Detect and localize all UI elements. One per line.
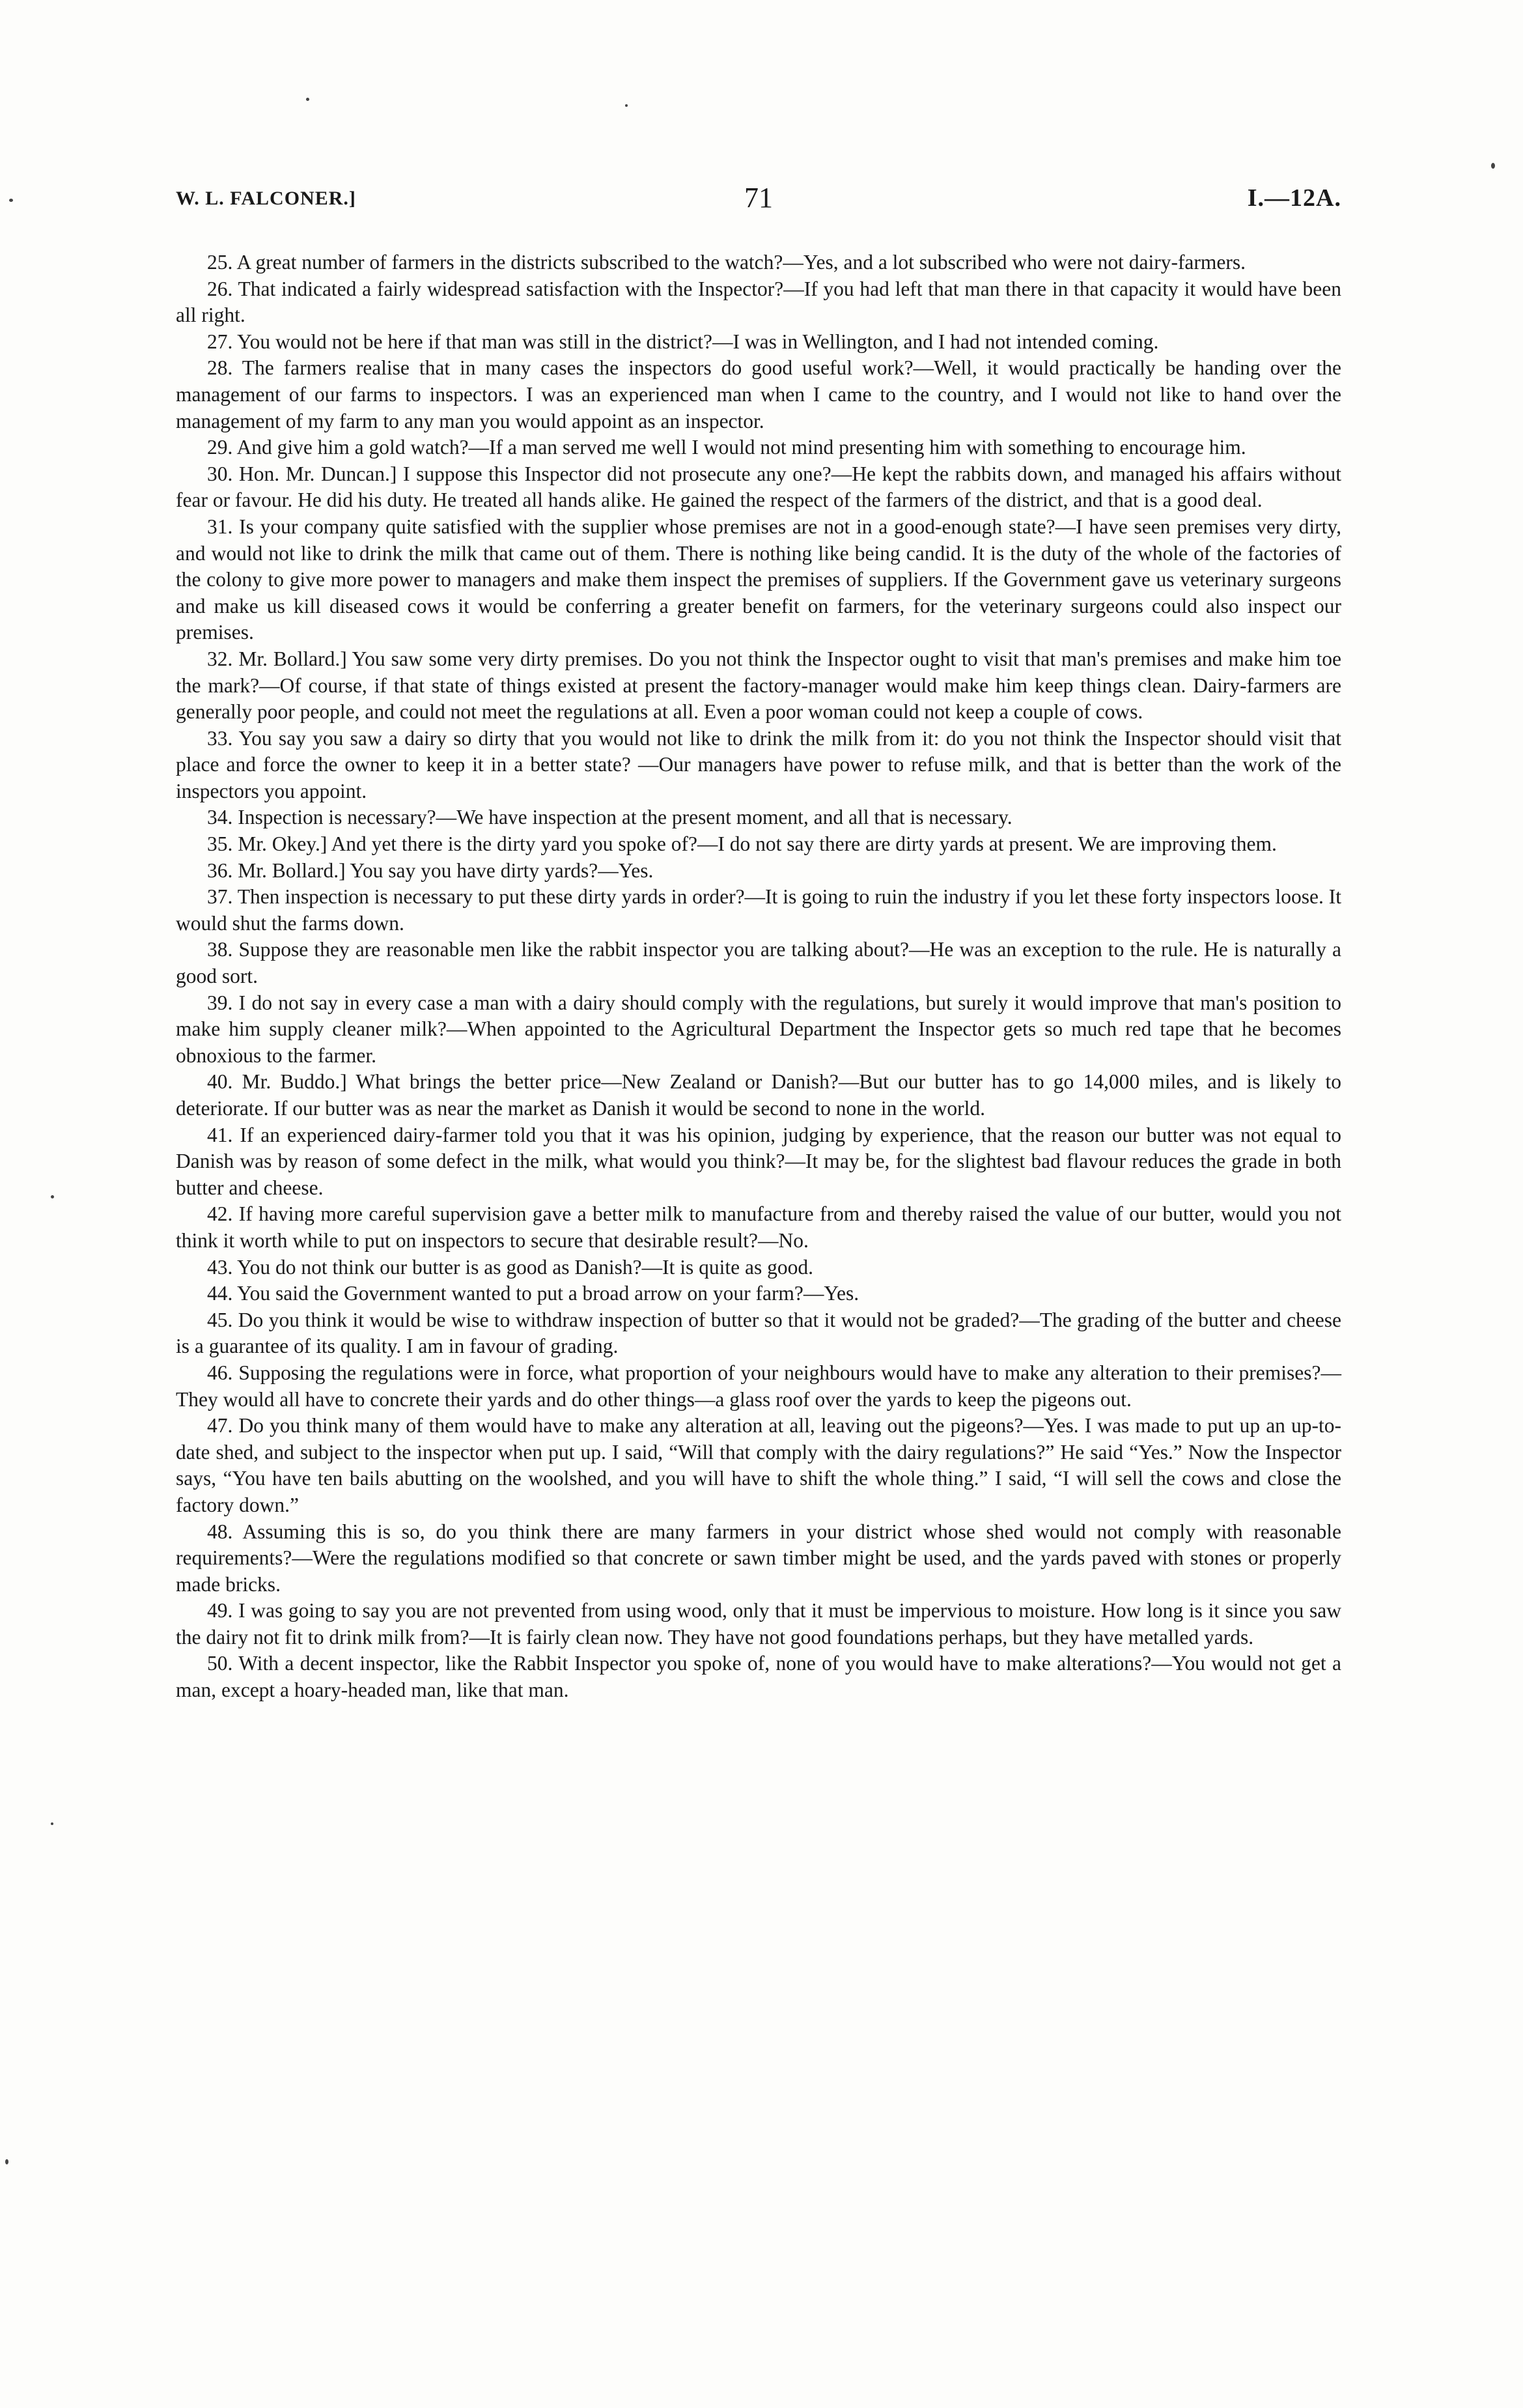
scan-speck [51, 1822, 53, 1825]
page-number: 71 [744, 182, 773, 214]
paragraph-46: 46. Supposing the regulations were in force, what proportion of your neighbours would have to make any alteration to their premises?—They would all have to concrete their yards and do other things—a glass roof over the yards to keep the pigeons out. [176, 1361, 1341, 1411]
paragraph-44: 44. You said the Government wanted to put a broad arrow on your farm?—Yes. [207, 1282, 859, 1305]
paragraph-39: 39. I do not say in every case a man with a dairy should comply with the regulations, but surely it would improve that man's position to make him supply cleaner milk?—When appointed to the Agricultural Department the Inspector gets so much red tape that he becomes obnoxious to the farmer. [176, 991, 1341, 1067]
paragraph-42: 42. If having more careful supervision gave a better milk to manufacture from and thereby raised the value of our butter, would you not think it worth while to put on inspectors to secure that desirable result?—No. [176, 1202, 1341, 1252]
paragraph-43: 43. You do not think our butter is as good as Danish?—It is quite as good. [207, 1255, 813, 1279]
paragraph-45: 45. Do you think it would be wise to withdraw inspection of butter so that it would not be graded?—The grading of the butter and cheese is a guarantee of its quality. I am in favour of grading. [176, 1308, 1341, 1358]
paragraph-50: 50. With a decent inspector, like the Rabbit Inspector you spoke of, none of you would have to make alterations?—You would not get a man, except a hoary-headed man, like that man. [176, 1652, 1341, 1702]
paragraph-28: 28. The farmers realise that in many cases the inspectors do good useful work?—Well, it would practically be handing over the management of our farms to inspectors. I was an experienced man when I came to the country, and I would not like to hand over the management of my farm to any man you would appoint as an inspector. [176, 356, 1341, 432]
paragraph-49: 49. I was going to say you are not prevented from using wood, only that it must be impervious to moisture. How long is it since you saw the dairy not fit to drink milk from?—It is fairly clean now. They have not good foundations perhaps, but they have metalled yards. [176, 1599, 1341, 1649]
page-header [176, 181, 1341, 220]
paragraph-25: 25. A great number of farmers in the districts subscribed to the watch?—Yes, and a lot subscribed who were not dairy-farmers. [207, 251, 1246, 274]
paragraph-40: 40. Mr. Buddo.] What brings the better price—New Zealand or Danish?—But our butter has to go 14,000 miles, and is likely to deteriorate. If our butter was as near the market as Danish it would be second to none in the world. [176, 1070, 1341, 1120]
paragraph-33: 33. You say you saw a dairy so dirty that you would not like to drink the milk from it: do you not think the Inspector should visit that place and force the owner to keep it in a better state? —Our managers have power to refuse milk, and that is better than the work of the inspectors you appoint. [176, 726, 1341, 802]
scan-speck [1491, 163, 1495, 169]
paragraph-41: 41. If an experienced dairy-farmer told you that it was his opinion, judging by experience, that the reason our butter was not equal to Danish was by reason of some defect in the milk, what would you think?—It may be, for the slightest bad flavour reduces the grade in both butter and cheese. [176, 1123, 1341, 1199]
scan-speck [51, 1195, 54, 1198]
scan-speck [9, 199, 13, 202]
paragraph-34: 34. Inspection is necessary?—We have inspection at the present moment, and all that is necessary. [207, 806, 1013, 829]
paragraph-38: 38. Suppose they are reasonable men like the rabbit inspector you are talking about?—He was an exception to the rule. He is naturally a good sort. [176, 938, 1341, 988]
paragraph-26: 26. That indicated a fairly widespread satisfaction with the Inspector?—If you had left that man there in that capacity it would have been all right. [176, 277, 1341, 327]
paragraph-37: 37. Then inspection is necessary to put these dirty yards in order?—It is going to ruin the industry if you let these forty inspectors loose. It would shut the farms down. [176, 885, 1341, 935]
paragraph-32: 32. Mr. Bollard.] You saw some very dirty premises. Do you not think the Inspector ought to visit that man's premises and make him toe the mark?—Of course, if that state of things existed at present the factory-manager would make him keep things clean. Dairy-farmers are generally poor people, and could not meet the regulations at all. Even a poor woman could not keep a couple of cows. [176, 647, 1341, 724]
paragraph-30: 30. Hon. Mr. Duncan.] I suppose this Inspector did not prosecute any one?—He kept the rabbits down, and managed his affairs without fear or favour. He did his duty. He treated all hands alike. He gained the respect of the farmers of the district, and that is a good deal. [176, 462, 1341, 512]
paragraph-35: 35. Mr. Okey.] And yet there is the dirty yard you spoke of?—I do not say there are dirty yards at present. We are improving them. [207, 832, 1277, 856]
paragraph-48: 48. Assuming this is so, do you think there are many farmers in your district whose shed would not comply with reasonable requirements?—Were the regulations modified so that concrete or sawn timber might be used, and the yards paved with stones or properly made bricks. [176, 1520, 1341, 1596]
scan-speck [306, 98, 309, 101]
paragraph-29: 29. And give him a gold watch?—If a man served me well I would not mind presenting him with something to encourage him. [207, 436, 1246, 459]
paragraph-27: 27. You would not be here if that man was still in the district?—I was in Wellington, and I had not intended coming. [207, 330, 1159, 353]
scan-speck [625, 104, 628, 107]
paragraph-47: 47. Do you think many of them would have to make any alteration at all, leaving out the pigeons?—Yes. I was made to put up an up-to-date shed, and subject to the inspector when put up. I said, “Will that comply with the dairy regulations?” He said “Yes.” Now the Inspector says, “You have ten bails abutting on the woolshed, and you will have to shift the whole thing.” I said, “I will sell the cows and close the factory down.” [176, 1414, 1341, 1516]
paragraph-36: 36. Mr. Bollard.] You say you have dirty yards?—Yes. [207, 858, 654, 882]
scan-speck [5, 2159, 8, 2164]
witness-name-header: W. L. FALCONER.] [176, 188, 356, 209]
document-reference: I.—12A. [1247, 184, 1341, 212]
evidence-body [176, 249, 1341, 1704]
paragraph-31: 31. Is your company quite satisfied with the supplier whose premises are not in a good-enough state?—I have seen premises very dirty, and would not like to drink the milk that came out of them. There is nothing like being candid. It is the duty of the whole of the factories of the colony to give more power to managers and make them inspect the premises of suppliers. If the Government gave us veterinary surgeons and make us kill diseased cows it would be conferring a greater benefit on farmers, for the veterinary surgeons could also inspect our premises. [176, 515, 1341, 644]
